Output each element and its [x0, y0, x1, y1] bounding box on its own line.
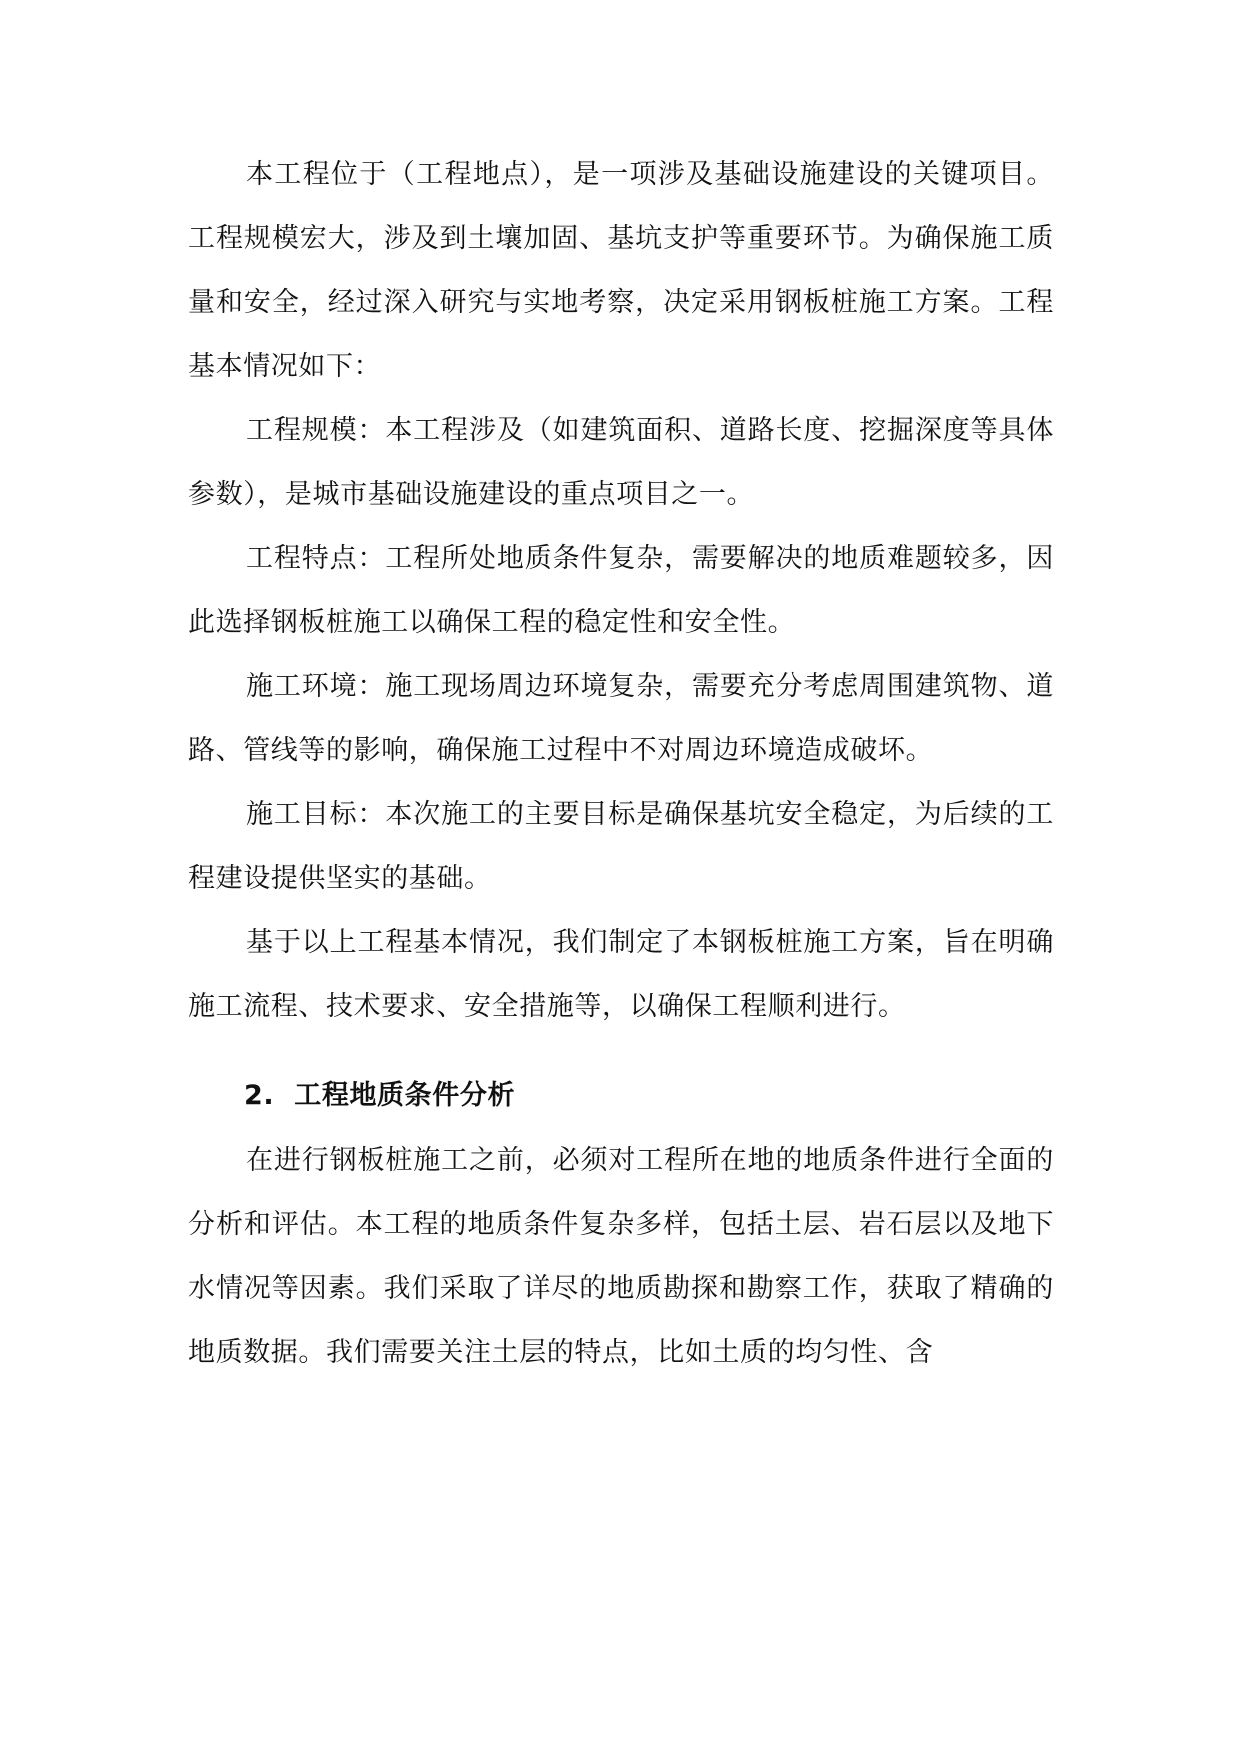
- paragraph-construction-environment: 施工环境：施工现场周边环境复杂，需要充分考虑周围建筑物、道路、管线等的影响，确保施工过程中不对周边环境造成破坏。: [188, 671, 1054, 766]
- paragraph-geology-analysis: 在进行钢板桩施工之前，必须对工程所在地的地质条件进行全面的分析和评估。本工程的地质条件复杂多样，包括土层、岩石层以及地下水情况等因素。我们采取了详尽的地质勘探和勘察工作，获取了精确的地质数据。我们需要关注土层的特点，比如土质的均匀性、含: [188, 1145, 1054, 1368]
- paragraph-project-scale: 工程规模：本工程涉及（如建筑面积、道路长度、挖掘深度等具体参数），是城市基础设施建设的重点项目之一。: [188, 415, 1054, 510]
- paragraph-construction-goal: 施工目标：本次施工的主要目标是确保基坑安全稳定，为后续的工程建设提供坚实的基础。: [188, 799, 1054, 894]
- paragraph-project-location: 本工程位于（工程地点），是一项涉及基础设施建设的关键项目。工程规模宏大，涉及到土壤加固、基坑支护等重要环节。为确保施工质量和安全，经过深入研究与实地考察，决定采用钢板桩施工方案。工程基本情况如下：: [188, 159, 1054, 382]
- paragraph-project-features: 工程特点：工程所处地质条件复杂，需要解决的地质难题较多，因此选择钢板桩施工以确保工程的稳定性和安全性。: [188, 543, 1054, 638]
- section-title: 工程地质条件分析: [294, 1080, 516, 1111]
- document-body: [188, 143, 1054, 1385]
- section-number: 2.: [244, 1080, 275, 1111]
- section-heading: [188, 1063, 1054, 1129]
- paragraph-plan-summary: 基于以上工程基本情况，我们制定了本钢板桩施工方案，旨在明确施工流程、技术要求、安全措施等，以确保工程顺利进行。: [188, 927, 1054, 1022]
